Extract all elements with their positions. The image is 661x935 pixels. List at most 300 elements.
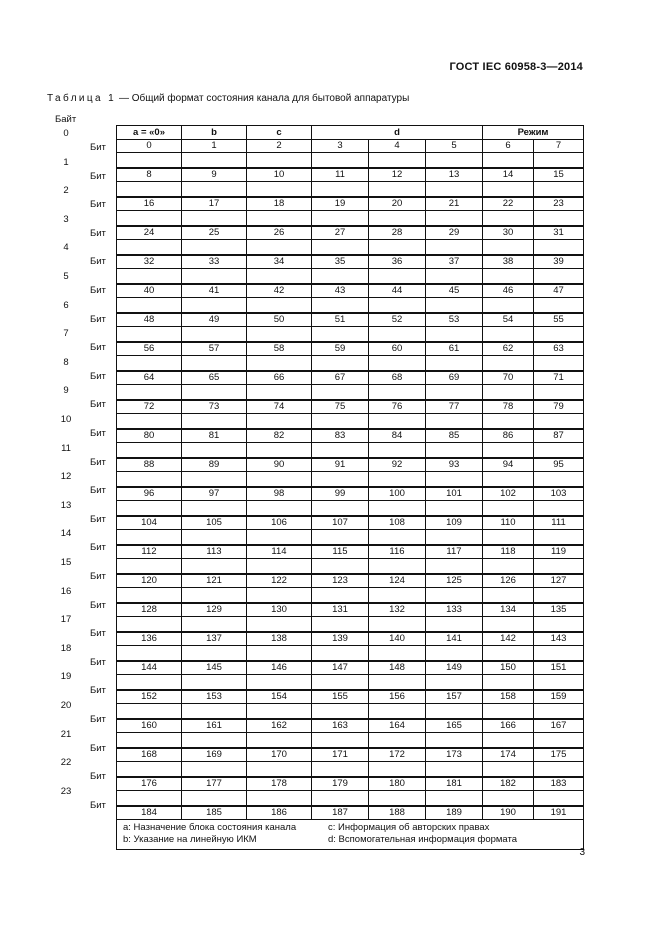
column-header-mode: Режим bbox=[483, 126, 584, 140]
byte-spacer-row bbox=[117, 182, 584, 198]
bit-row-label: Бит bbox=[90, 285, 106, 296]
bit-number-cell: 171 bbox=[312, 748, 369, 762]
empty-field-cell bbox=[534, 211, 584, 227]
bit-number-cell: 135 bbox=[534, 603, 584, 617]
bit-number-cell: 11 bbox=[312, 168, 369, 182]
bit-number-cell: 90 bbox=[247, 458, 312, 472]
bit-number-cell: 189 bbox=[426, 806, 483, 820]
bit-number-row bbox=[117, 719, 584, 733]
byte-spacer-row bbox=[117, 211, 584, 227]
empty-field-cell bbox=[117, 530, 182, 546]
bit-number-cell: 158 bbox=[483, 690, 534, 704]
empty-field-cell bbox=[182, 443, 247, 459]
empty-field-cell bbox=[369, 414, 426, 430]
empty-field-cell bbox=[426, 327, 483, 343]
empty-field-cell bbox=[182, 646, 247, 662]
byte-spacer-row bbox=[117, 733, 584, 749]
empty-field-cell bbox=[426, 646, 483, 662]
empty-field-cell bbox=[369, 762, 426, 778]
bit-number-cell: 144 bbox=[117, 661, 182, 675]
bit-number-cell: 179 bbox=[312, 777, 369, 791]
bit-number-cell: 121 bbox=[182, 574, 247, 588]
empty-field-cell bbox=[483, 617, 534, 633]
bit-number-cell: 157 bbox=[426, 690, 483, 704]
bit-number-row bbox=[117, 632, 584, 646]
byte-number: 17 bbox=[60, 614, 72, 626]
byte-number: 2 bbox=[63, 185, 69, 197]
bit-number-row bbox=[117, 400, 584, 414]
bit-number-cell: 164 bbox=[369, 719, 426, 733]
bit-number-cell: 184 bbox=[117, 806, 182, 820]
empty-field-cell bbox=[117, 472, 182, 488]
empty-field-cell bbox=[426, 733, 483, 749]
bit-row-label: Бит bbox=[90, 656, 106, 668]
empty-field-cell bbox=[117, 733, 182, 749]
bit-number-cell: 12 bbox=[369, 168, 426, 182]
bit-number-cell: 170 bbox=[247, 748, 312, 762]
empty-field-cell bbox=[534, 472, 584, 488]
bit-number-cell: 141 bbox=[426, 632, 483, 646]
legend-item-a: a: Назначение блока состояния канала bbox=[123, 822, 297, 833]
empty-field-cell bbox=[534, 298, 584, 314]
bit-row-label: Бит bbox=[90, 485, 106, 497]
empty-field-cell bbox=[312, 704, 369, 720]
byte-number: 16 bbox=[60, 585, 72, 597]
empty-field-cell bbox=[534, 559, 584, 575]
bit-number-cell: 169 bbox=[182, 748, 247, 762]
empty-field-cell bbox=[182, 356, 247, 372]
bit-number-cell: 80 bbox=[117, 429, 182, 443]
bit-number-cell: 128 bbox=[117, 603, 182, 617]
bit-number-cell: 142 bbox=[483, 632, 534, 646]
empty-field-cell bbox=[117, 443, 182, 459]
empty-field-cell bbox=[483, 443, 534, 459]
bit-number-cell: 146 bbox=[247, 661, 312, 675]
empty-field-cell bbox=[369, 443, 426, 459]
bit-number-cell: 49 bbox=[182, 313, 247, 327]
bit-number-cell: 136 bbox=[117, 632, 182, 646]
empty-field-cell bbox=[247, 414, 312, 430]
bit-number-cell: 126 bbox=[483, 574, 534, 588]
byte-spacer-row bbox=[117, 501, 584, 517]
empty-field-cell bbox=[534, 443, 584, 459]
bit-number-cell: 71 bbox=[534, 371, 584, 385]
empty-field-cell bbox=[182, 530, 247, 546]
empty-field-cell bbox=[534, 182, 584, 198]
bit-number-cell: 92 bbox=[369, 458, 426, 472]
bit-number-cell: 61 bbox=[426, 342, 483, 356]
empty-field-cell bbox=[182, 675, 247, 691]
empty-field-cell bbox=[534, 385, 584, 401]
byte-number: 1 bbox=[63, 156, 69, 168]
byte-number: 4 bbox=[63, 242, 69, 254]
bit-number-cell: 100 bbox=[369, 487, 426, 501]
byte-spacer-row bbox=[117, 443, 584, 459]
bit-number-cell: 50 bbox=[247, 313, 312, 327]
bit-number-cell: 46 bbox=[483, 284, 534, 298]
empty-field-cell bbox=[117, 153, 182, 169]
bit-number-cell: 148 bbox=[369, 661, 426, 675]
bit-number-cell: 155 bbox=[312, 690, 369, 704]
empty-field-cell bbox=[369, 153, 426, 169]
byte-spacer-row bbox=[117, 472, 584, 488]
empty-field-cell bbox=[182, 704, 247, 720]
empty-field-cell bbox=[534, 327, 584, 343]
bit-row-label: Бит bbox=[90, 599, 106, 611]
empty-field-cell bbox=[369, 472, 426, 488]
empty-field-cell bbox=[483, 501, 534, 517]
empty-field-cell bbox=[117, 791, 182, 807]
bit-number-cell: 29 bbox=[426, 226, 483, 240]
empty-field-cell bbox=[312, 791, 369, 807]
bit-number-row bbox=[117, 748, 584, 762]
byte-spacer-row bbox=[117, 704, 584, 720]
byte-number: 15 bbox=[60, 557, 72, 568]
empty-field-cell bbox=[426, 588, 483, 604]
empty-field-cell bbox=[182, 153, 247, 169]
bit-row-label: Бит bbox=[90, 142, 106, 153]
byte-spacer-row bbox=[117, 791, 584, 807]
empty-field-cell bbox=[182, 617, 247, 633]
byte-number: 10 bbox=[60, 414, 72, 425]
document-standard-header: ГОСТ IEC 60958-3—2014 bbox=[449, 61, 583, 73]
bit-number-cell: 99 bbox=[312, 487, 369, 501]
empty-field-cell bbox=[426, 153, 483, 169]
bit-number-cell: 78 bbox=[483, 400, 534, 414]
bit-number-cell: 107 bbox=[312, 516, 369, 530]
bit-number-cell: 131 bbox=[312, 603, 369, 617]
bit-number-cell: 55 bbox=[534, 313, 584, 327]
bit-number-cell: 178 bbox=[247, 777, 312, 791]
bit-number-row bbox=[117, 371, 584, 385]
bit-number-cell: 181 bbox=[426, 777, 483, 791]
empty-field-cell bbox=[483, 414, 534, 430]
empty-field-cell bbox=[426, 414, 483, 430]
bit-number-cell: 26 bbox=[247, 226, 312, 240]
bit-number-cell: 134 bbox=[483, 603, 534, 617]
empty-field-cell bbox=[534, 762, 584, 778]
byte-number: 6 bbox=[63, 299, 69, 311]
bit-row-label: Бит bbox=[90, 542, 106, 554]
bit-number-cell: 94 bbox=[483, 458, 534, 472]
bit-number-cell: 73 bbox=[182, 400, 247, 414]
empty-field-cell bbox=[534, 704, 584, 720]
bit-number-cell: 105 bbox=[182, 516, 247, 530]
empty-field-cell bbox=[534, 153, 584, 169]
bit-number-cell: 132 bbox=[369, 603, 426, 617]
empty-field-cell bbox=[483, 327, 534, 343]
bit-number-cell: 41 bbox=[182, 284, 247, 298]
page-number: 3 bbox=[579, 847, 585, 858]
bit-number-row bbox=[117, 487, 584, 501]
empty-field-cell bbox=[534, 530, 584, 546]
bit-number-cell: 18 bbox=[247, 197, 312, 211]
empty-field-cell bbox=[426, 240, 483, 256]
empty-field-cell bbox=[117, 414, 182, 430]
bit-number-cell: 188 bbox=[369, 806, 426, 820]
bit-number-cell: 43 bbox=[312, 284, 369, 298]
column-header-a: a = «0» bbox=[117, 126, 182, 140]
empty-field-cell bbox=[182, 414, 247, 430]
empty-field-cell bbox=[117, 762, 182, 778]
empty-field-cell bbox=[247, 588, 312, 604]
empty-field-cell bbox=[483, 472, 534, 488]
empty-field-cell bbox=[426, 472, 483, 488]
bit-row-label: Бит bbox=[90, 799, 106, 811]
empty-field-cell bbox=[117, 617, 182, 633]
empty-field-cell bbox=[247, 298, 312, 314]
column-header-d: d bbox=[312, 126, 483, 140]
bit-number-row bbox=[117, 342, 584, 356]
bit-number-cell: 36 bbox=[369, 255, 426, 269]
bit-number-cell: 6 bbox=[483, 140, 534, 153]
empty-field-cell bbox=[369, 588, 426, 604]
bit-number-cell: 140 bbox=[369, 632, 426, 646]
empty-field-cell bbox=[534, 675, 584, 691]
bit-number-cell: 122 bbox=[247, 574, 312, 588]
bit-number-cell: 84 bbox=[369, 429, 426, 443]
empty-field-cell bbox=[312, 298, 369, 314]
table-caption-title: — Общий формат состояния канала для бытовой аппаратуры bbox=[118, 93, 410, 104]
empty-field-cell bbox=[426, 501, 483, 517]
empty-field-cell bbox=[247, 530, 312, 546]
bit-number-cell: 152 bbox=[117, 690, 182, 704]
bit-number-cell: 66 bbox=[247, 371, 312, 385]
empty-field-cell bbox=[534, 414, 584, 430]
bit-number-cell: 0 bbox=[117, 140, 182, 153]
empty-field-cell bbox=[247, 472, 312, 488]
bit-row-label: Бит bbox=[90, 227, 106, 239]
empty-field-cell bbox=[247, 791, 312, 807]
bit-number-cell: 74 bbox=[247, 400, 312, 414]
byte-number: 0 bbox=[63, 128, 69, 139]
bit-number-cell: 133 bbox=[426, 603, 483, 617]
empty-field-cell bbox=[247, 385, 312, 401]
byte-number: 8 bbox=[63, 356, 69, 368]
empty-field-cell bbox=[312, 733, 369, 749]
empty-field-cell bbox=[312, 153, 369, 169]
legend-item-b: b: Указание на линейную ИКМ bbox=[123, 834, 257, 845]
bit-row-label: Бит bbox=[90, 571, 106, 582]
empty-field-cell bbox=[369, 617, 426, 633]
bit-number-cell: 34 bbox=[247, 255, 312, 269]
empty-field-cell bbox=[247, 733, 312, 749]
empty-field-cell bbox=[483, 588, 534, 604]
bit-number-cell: 42 bbox=[247, 284, 312, 298]
bit-number-cell: 85 bbox=[426, 429, 483, 443]
empty-field-cell bbox=[483, 646, 534, 662]
bit-number-cell: 150 bbox=[483, 661, 534, 675]
empty-field-cell bbox=[369, 385, 426, 401]
empty-field-cell bbox=[312, 559, 369, 575]
bit-number-cell: 93 bbox=[426, 458, 483, 472]
bit-number-cell: 10 bbox=[247, 168, 312, 182]
bit-number-cell: 27 bbox=[312, 226, 369, 240]
byte-spacer-row bbox=[117, 530, 584, 546]
empty-field-cell bbox=[483, 385, 534, 401]
empty-field-cell bbox=[426, 269, 483, 285]
bit-number-cell: 45 bbox=[426, 284, 483, 298]
empty-field-cell bbox=[182, 733, 247, 749]
bit-number-cell: 57 bbox=[182, 342, 247, 356]
empty-field-cell bbox=[182, 791, 247, 807]
byte-number: 12 bbox=[60, 471, 72, 483]
bit-number-cell: 162 bbox=[247, 719, 312, 733]
bit-number-cell: 82 bbox=[247, 429, 312, 443]
bit-number-row bbox=[117, 197, 584, 211]
bit-number-cell: 109 bbox=[426, 516, 483, 530]
bit-number-row bbox=[117, 284, 584, 298]
bit-number-cell: 186 bbox=[247, 806, 312, 820]
empty-field-cell bbox=[247, 327, 312, 343]
empty-field-cell bbox=[369, 791, 426, 807]
empty-field-cell bbox=[117, 501, 182, 517]
byte-spacer-row bbox=[117, 617, 584, 633]
bit-number-cell: 106 bbox=[247, 516, 312, 530]
empty-field-cell bbox=[312, 327, 369, 343]
bit-row-label: Бит bbox=[90, 342, 106, 354]
empty-field-cell bbox=[312, 530, 369, 546]
bit-number-cell: 31 bbox=[534, 226, 584, 240]
empty-field-cell bbox=[369, 530, 426, 546]
column-group-header-row bbox=[117, 126, 584, 140]
bit-number-cell: 20 bbox=[369, 197, 426, 211]
bit-number-cell: 32 bbox=[117, 255, 182, 269]
bit-number-cell: 77 bbox=[426, 400, 483, 414]
empty-field-cell bbox=[312, 675, 369, 691]
empty-field-cell bbox=[426, 298, 483, 314]
bit-number-cell: 168 bbox=[117, 748, 182, 762]
bit-number-cell: 37 bbox=[426, 255, 483, 269]
empty-field-cell bbox=[312, 646, 369, 662]
bit-number-row bbox=[117, 140, 584, 153]
bit-number-cell: 111 bbox=[534, 516, 584, 530]
empty-field-cell bbox=[534, 791, 584, 807]
empty-field-cell bbox=[369, 733, 426, 749]
bit-number-cell: 52 bbox=[369, 313, 426, 327]
column-header-b: b bbox=[182, 126, 247, 140]
bit-number-cell: 64 bbox=[117, 371, 182, 385]
channel-status-format-table bbox=[116, 125, 584, 850]
bit-number-cell: 1 bbox=[182, 140, 247, 153]
bit-number-row bbox=[117, 661, 584, 675]
empty-field-cell bbox=[312, 385, 369, 401]
table-caption-label: Таблица 1 bbox=[47, 93, 117, 104]
legend-item-d: d: Вспомогательная информация формата bbox=[328, 834, 518, 845]
bit-number-cell: 62 bbox=[483, 342, 534, 356]
bit-number-cell: 138 bbox=[247, 632, 312, 646]
empty-field-cell bbox=[247, 646, 312, 662]
bit-number-cell: 89 bbox=[182, 458, 247, 472]
bit-number-row bbox=[117, 574, 584, 588]
empty-field-cell bbox=[483, 733, 534, 749]
bit-number-cell: 21 bbox=[426, 197, 483, 211]
empty-field-cell bbox=[426, 443, 483, 459]
bit-number-cell: 159 bbox=[534, 690, 584, 704]
empty-field-cell bbox=[534, 617, 584, 633]
byte-spacer-row bbox=[117, 588, 584, 604]
bit-number-cell: 44 bbox=[369, 284, 426, 298]
empty-field-cell bbox=[369, 269, 426, 285]
empty-field-cell bbox=[426, 385, 483, 401]
empty-field-cell bbox=[483, 559, 534, 575]
empty-field-cell bbox=[182, 472, 247, 488]
bit-number-cell: 7 bbox=[534, 140, 584, 153]
bit-number-row bbox=[117, 458, 584, 472]
empty-field-cell bbox=[369, 675, 426, 691]
bit-number-cell: 191 bbox=[534, 806, 584, 820]
bit-number-cell: 182 bbox=[483, 777, 534, 791]
bit-row-label: Бит bbox=[90, 399, 106, 411]
bit-number-cell: 175 bbox=[534, 748, 584, 762]
bit-number-cell: 67 bbox=[312, 371, 369, 385]
byte-number: 21 bbox=[60, 728, 72, 740]
empty-field-cell bbox=[534, 588, 584, 604]
bit-number-cell: 124 bbox=[369, 574, 426, 588]
empty-field-cell bbox=[117, 240, 182, 256]
legend-row bbox=[117, 820, 584, 850]
empty-field-cell bbox=[483, 530, 534, 546]
empty-field-cell bbox=[426, 356, 483, 372]
bit-number-cell: 63 bbox=[534, 342, 584, 356]
bit-number-cell: 108 bbox=[369, 516, 426, 530]
bit-number-cell: 88 bbox=[117, 458, 182, 472]
bit-number-cell: 101 bbox=[426, 487, 483, 501]
empty-field-cell bbox=[426, 211, 483, 227]
empty-field-cell bbox=[117, 356, 182, 372]
bit-row-label: Бит bbox=[90, 628, 106, 640]
bit-number-row bbox=[117, 226, 584, 240]
empty-field-cell bbox=[369, 559, 426, 575]
byte-spacer-row bbox=[117, 269, 584, 285]
bit-number-cell: 139 bbox=[312, 632, 369, 646]
bit-number-cell: 117 bbox=[426, 545, 483, 559]
empty-field-cell bbox=[247, 762, 312, 778]
bit-number-cell: 119 bbox=[534, 545, 584, 559]
bit-number-cell: 103 bbox=[534, 487, 584, 501]
empty-field-cell bbox=[426, 675, 483, 691]
empty-field-cell bbox=[312, 182, 369, 198]
bit-number-cell: 81 bbox=[182, 429, 247, 443]
byte-spacer-row bbox=[117, 762, 584, 778]
bit-number-cell: 112 bbox=[117, 545, 182, 559]
empty-field-cell bbox=[247, 153, 312, 169]
bit-number-cell: 83 bbox=[312, 429, 369, 443]
empty-field-cell bbox=[247, 240, 312, 256]
empty-field-cell bbox=[369, 211, 426, 227]
bit-number-cell: 87 bbox=[534, 429, 584, 443]
bit-number-cell: 30 bbox=[483, 226, 534, 240]
bit-number-cell: 160 bbox=[117, 719, 182, 733]
bit-number-cell: 33 bbox=[182, 255, 247, 269]
empty-field-cell bbox=[483, 269, 534, 285]
empty-field-cell bbox=[247, 211, 312, 227]
table-caption bbox=[47, 93, 409, 104]
empty-field-cell bbox=[483, 762, 534, 778]
empty-field-cell bbox=[369, 240, 426, 256]
empty-field-cell bbox=[247, 501, 312, 517]
bit-number-cell: 76 bbox=[369, 400, 426, 414]
bit-number-cell: 48 bbox=[117, 313, 182, 327]
legend-cell bbox=[117, 820, 584, 850]
column-header-c: c bbox=[247, 126, 312, 140]
empty-field-cell bbox=[117, 385, 182, 401]
bit-number-cell: 75 bbox=[312, 400, 369, 414]
empty-field-cell bbox=[483, 211, 534, 227]
empty-field-cell bbox=[426, 530, 483, 546]
empty-field-cell bbox=[426, 704, 483, 720]
empty-field-cell bbox=[534, 240, 584, 256]
